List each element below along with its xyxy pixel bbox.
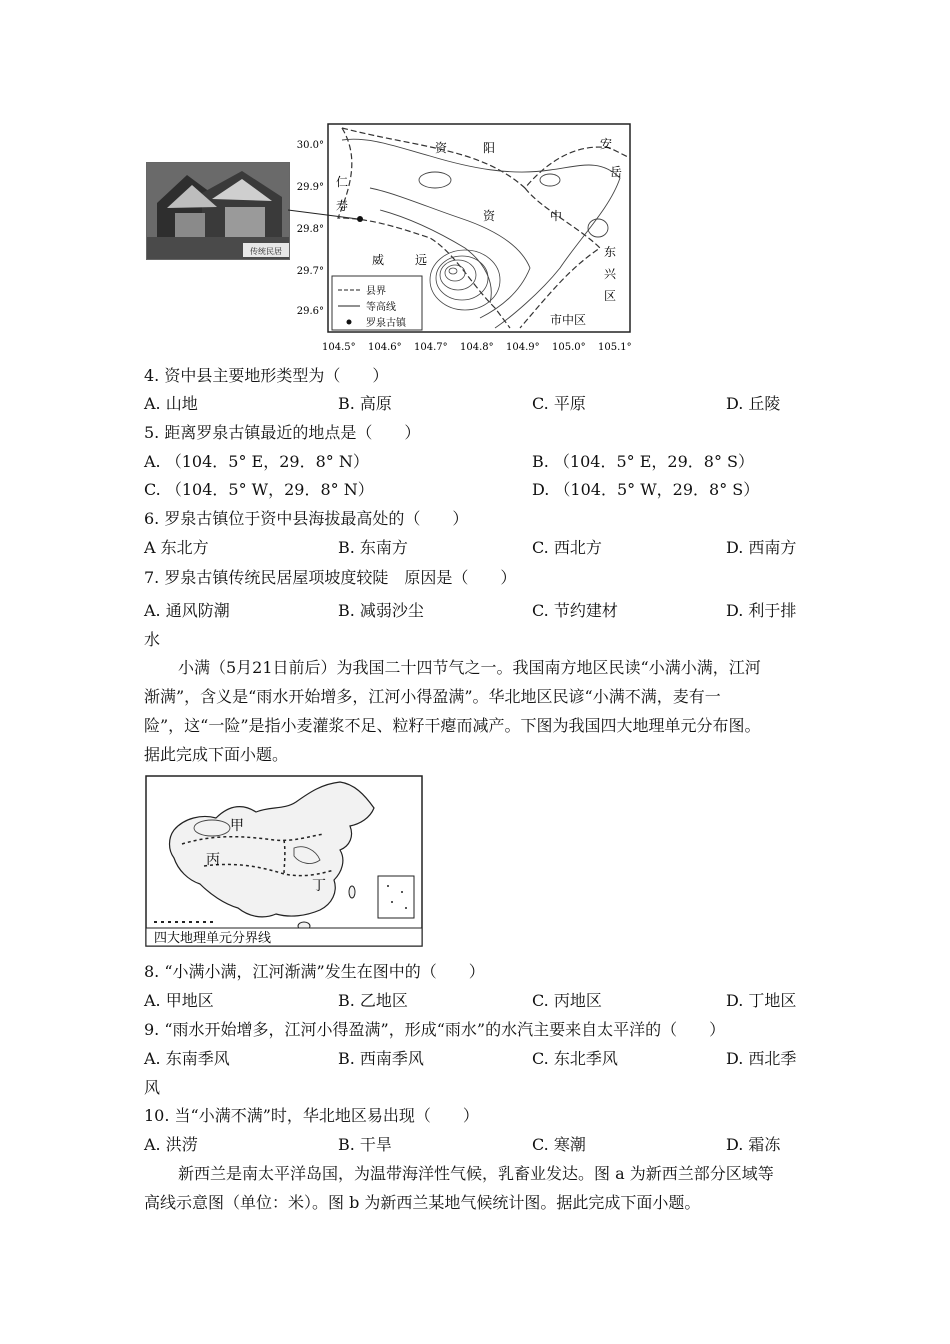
- q5-option-c[interactable]: C. （104．5° W，29．8° N）: [144, 480, 374, 499]
- q6-option-d[interactable]: D. 西南方: [726, 538, 797, 557]
- intro2-line2: 高线示意图（单位：米）。图 b 为新西兰某地气候统计图。据此完成下面小题。: [144, 1193, 701, 1212]
- map-label-an: 安: [600, 137, 613, 151]
- intro2-line1: 新西兰是南太平洋岛国，为温带海洋性气候，乳畜业发达。图 a 为新西兰部分区域等: [178, 1164, 774, 1183]
- q4-option-b[interactable]: B. 高原: [338, 394, 392, 413]
- q7-option-b[interactable]: B. 减弱沙尘: [338, 601, 424, 620]
- question-7-stem: 7. 罗泉古镇传统民居屋项坡度较陡 原因是（ ）: [144, 568, 517, 587]
- q10-option-d[interactable]: D. 霜冻: [726, 1135, 781, 1154]
- lat-tick: 29.7°: [296, 266, 324, 277]
- q8-option-d[interactable]: D. 丁地区: [726, 991, 797, 1010]
- q4-option-d[interactable]: D. 丘陵: [726, 394, 781, 413]
- legend-town: 罗泉古镇: [366, 318, 406, 329]
- map-label-zhong: 中: [550, 209, 563, 223]
- q7-option-a[interactable]: A. 通风防潮: [144, 601, 230, 620]
- question-6-stem: 6. 罗泉古镇位于资中县海拔最高处的（ ）: [144, 509, 469, 528]
- map-label-qu: 区: [604, 289, 617, 303]
- map-label-shou: 寿: [336, 199, 349, 213]
- q10-option-a[interactable]: A. 洪涝: [144, 1135, 198, 1154]
- legend-county-boundary: 县界: [366, 286, 386, 297]
- lat-tick: 29.8°: [296, 224, 324, 235]
- q9-option-c[interactable]: C. 东北季风: [532, 1049, 618, 1068]
- map-label-yue: 岳: [610, 165, 623, 179]
- question-4-stem: 4. 资中县主要地形类型为（ ）: [144, 366, 389, 385]
- lon-tick: 104.8°: [460, 342, 494, 353]
- china-regions-map: [144, 774, 426, 950]
- lon-tick: 104.5°: [322, 342, 356, 353]
- q8-option-b[interactable]: B. 乙地区: [338, 991, 408, 1010]
- question-5-stem: 5. 距离罗泉古镇最近的地点是（ ）: [144, 423, 421, 442]
- lon-tick: 105.1°: [598, 342, 632, 353]
- q5-option-a[interactable]: A. （104．5° E，29．8° N）: [144, 452, 369, 471]
- map-label-shizhong: 市中区: [550, 313, 587, 327]
- q4-option-a[interactable]: A. 山地: [144, 394, 198, 413]
- lon-tick: 104.9°: [506, 342, 540, 353]
- region-label-jia: 甲: [230, 818, 244, 834]
- intro1-line2: 渐满”，含义是“雨水开始增多，江河小得盈满”。华北地区民谚“小满不满，麦有一: [144, 687, 721, 706]
- question-10-stem: 10. 当“小满不满”时，华北地区易出现（ ）: [144, 1106, 479, 1125]
- map-label-ren: 仁: [336, 175, 349, 189]
- question-9-stem: 9. “雨水开始增多，江河小得盈满”，形成“雨水”的水汽主要来自太平洋的（ ）: [144, 1020, 726, 1039]
- q7-option-c[interactable]: C. 节约建材: [532, 601, 618, 620]
- intro1-line3: 险”，这“一险”是指小麦灌浆不足、粒籽干瘪而减产。下图为我国四大地理单元分布图。: [144, 716, 761, 735]
- region-label-ding: 丁: [312, 878, 326, 894]
- lon-tick: 104.6°: [368, 342, 402, 353]
- q6-option-b[interactable]: B. 东南方: [338, 538, 408, 557]
- q7-option-d-wrap: 水: [144, 630, 161, 649]
- q10-option-c[interactable]: C. 寒潮: [532, 1135, 586, 1154]
- q5-option-b[interactable]: B. （104．5° E，29．8° S）: [532, 452, 755, 471]
- region-label-bing: 丙: [206, 852, 220, 868]
- q5-option-d[interactable]: D. （104．5° W，29．8° S）: [532, 480, 760, 499]
- lat-tick: 30.0°: [296, 140, 324, 151]
- intro1-line1: 小满（5月21日前后）为我国二十四节气之一。我国南方地区民读“小满小满，江河: [178, 658, 761, 677]
- map-label-dong: 东: [604, 245, 617, 259]
- legend-contour: 等高线: [366, 302, 396, 313]
- map2-legend-label: 四大地理单元分界线: [154, 931, 272, 946]
- lat-tick: 29.9°: [296, 182, 324, 193]
- map-label-zi2: 资: [483, 209, 496, 223]
- map-label-xing: 兴: [604, 267, 617, 281]
- q4-option-c[interactable]: C. 平原: [532, 394, 586, 413]
- q10-option-b[interactable]: B. 干旱: [338, 1135, 392, 1154]
- traditional-dwelling-photo: [146, 162, 290, 260]
- map-label-yuan: 远: [415, 253, 428, 267]
- lon-tick: 105.0°: [552, 342, 586, 353]
- map-label-wei: 威: [372, 253, 385, 267]
- map-label-yang: 阳: [483, 141, 496, 155]
- q7-option-d[interactable]: D. 利于排: [726, 601, 797, 620]
- question-8-stem: 8. “小满小满，江河渐满”发生在图中的（ ）: [144, 962, 485, 981]
- q8-option-a[interactable]: A. 甲地区: [144, 991, 214, 1010]
- map-label-zi: 资: [435, 141, 448, 155]
- topographic-map: [280, 118, 660, 358]
- q8-option-c[interactable]: C. 丙地区: [532, 991, 602, 1010]
- q6-option-a[interactable]: A 东北方: [144, 538, 209, 557]
- q9-option-d-wrap: 风: [144, 1078, 161, 1097]
- lat-tick: 29.6°: [296, 306, 324, 317]
- q9-option-d[interactable]: D. 西北季: [726, 1049, 797, 1068]
- intro1-line4: 据此完成下面小题。: [144, 745, 289, 764]
- q6-option-c[interactable]: C. 西北方: [532, 538, 602, 557]
- photo-caption: 传统民居: [250, 247, 282, 256]
- q9-option-a[interactable]: A. 东南季风: [144, 1049, 230, 1068]
- q9-option-b[interactable]: B. 西南季风: [338, 1049, 424, 1068]
- lon-tick: 104.7°: [414, 342, 448, 353]
